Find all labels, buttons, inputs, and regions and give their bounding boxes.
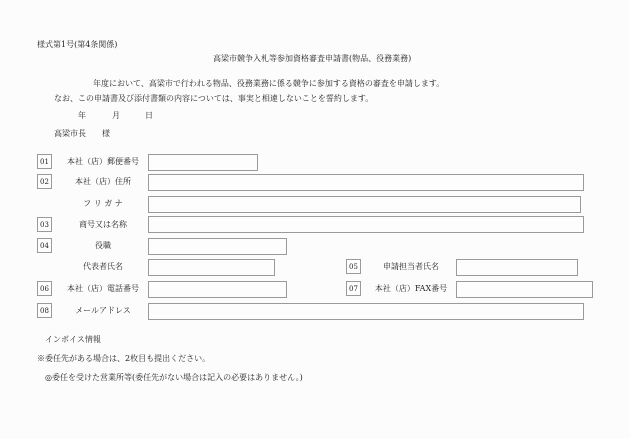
invoice-info-heading: インボイス情報 xyxy=(45,335,101,344)
fax-input[interactable] xyxy=(456,281,593,298)
date-year-label: 年 xyxy=(78,111,86,120)
field-number-08: 08 xyxy=(37,303,52,318)
field-number-07: 07 xyxy=(346,281,361,296)
date-day-label: 日 xyxy=(145,111,153,120)
position-label: 役職 xyxy=(95,241,111,250)
phone-label: 本社（店）電話番号 xyxy=(67,284,139,293)
email-input[interactable] xyxy=(148,303,584,320)
address-label: 本社（店）住所 xyxy=(75,177,131,186)
address-input[interactable] xyxy=(148,174,584,191)
postal-code-label: 本社（店）郵便番号 xyxy=(67,157,139,166)
intro-line-2: なお、この申請書及び添付書類の内容については、事実と相違しないことを誓約します。 xyxy=(54,94,374,103)
company-name-input[interactable] xyxy=(148,216,584,233)
furigana-input[interactable] xyxy=(148,196,581,213)
addressee-honorific: 様 xyxy=(102,129,110,138)
form-number: 様式第1号(第4条関係) xyxy=(37,40,118,49)
company-name-label: 商号又は名称 xyxy=(79,220,127,229)
addressee-name: 高梁市長 xyxy=(54,129,86,138)
field-number-06: 06 xyxy=(37,281,52,296)
contact-person-label: 申請担当者氏名 xyxy=(383,262,439,271)
field-number-04: 04 xyxy=(37,238,52,253)
representative-name-label: 代表者氏名 xyxy=(83,262,123,271)
furigana-label: フ リ ガ ナ xyxy=(83,199,123,208)
position-input[interactable] xyxy=(148,238,287,255)
field-number-03: 03 xyxy=(37,217,52,232)
date-month-label: 月 xyxy=(112,111,120,120)
delegate-section-heading: ◎委任を受けた営業所等(委任先がない場合は記入の必要はありません。) xyxy=(45,373,303,382)
delegate-note: ※委任先がある場合は、2枚目も提出ください。 xyxy=(37,354,211,363)
page-title: 高梁市競争入札等参加資格審査申請書(物品、役務業務) xyxy=(213,54,412,63)
representative-name-input[interactable] xyxy=(148,259,275,276)
fax-label: 本社（店）FAX番号 xyxy=(374,284,448,293)
field-number-02: 02 xyxy=(37,174,52,189)
field-number-01: 01 xyxy=(37,154,52,169)
contact-person-input[interactable] xyxy=(456,259,578,276)
phone-input[interactable] xyxy=(148,281,287,298)
postal-code-input[interactable] xyxy=(148,154,258,171)
intro-line-1: 年度において、高梁市で行われる物品、役務業務に係る競争に参加する資格の審査を申請します。 xyxy=(93,79,445,88)
field-number-05: 05 xyxy=(346,259,361,274)
email-label: メールアドレス xyxy=(75,306,131,315)
